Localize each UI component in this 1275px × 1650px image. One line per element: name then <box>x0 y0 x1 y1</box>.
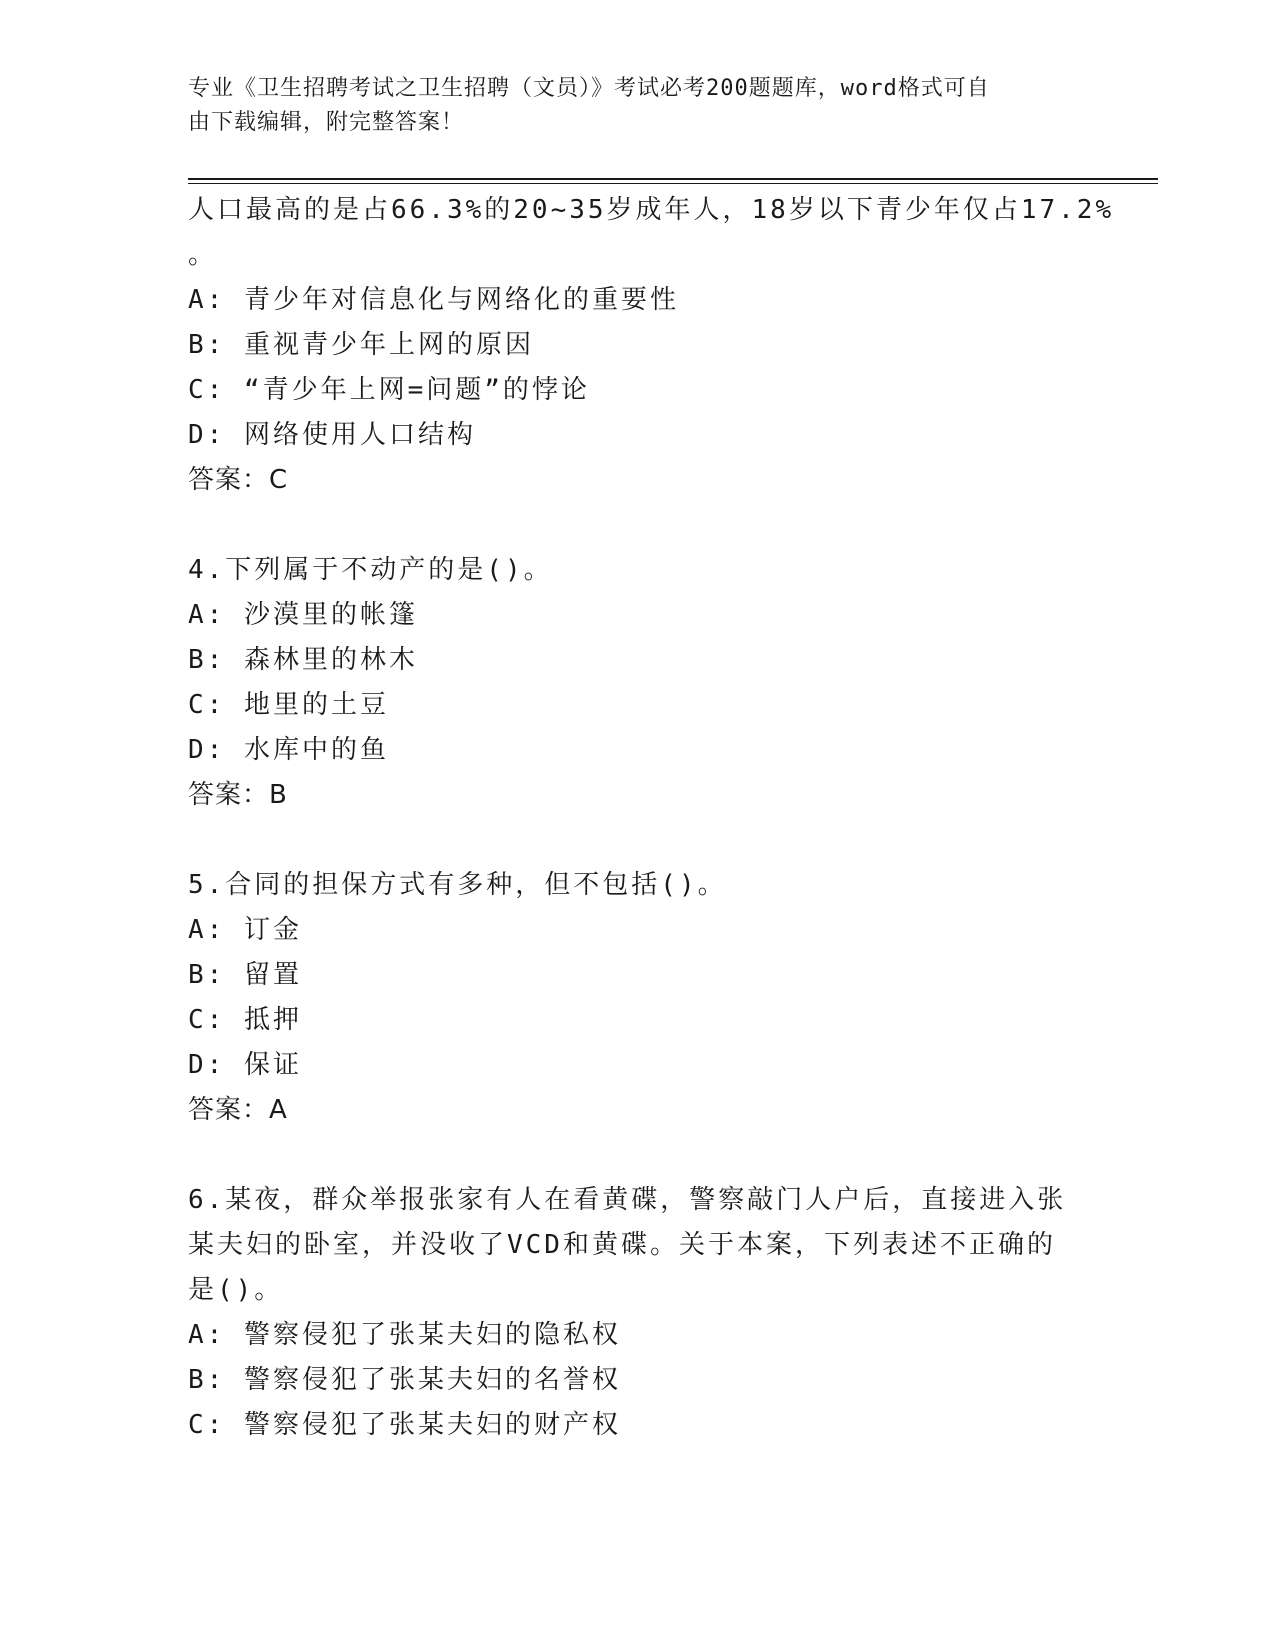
question-5 <box>188 863 1088 1133</box>
question-6-option-b: B: 警察侵犯了张某夫妇的名誉权 <box>188 1365 621 1395</box>
question-5-option-b: B: 留置 <box>188 960 302 990</box>
question-6-stem-line-1: 6.某夜，群众举报张家有人在看黄碟，警察敲门人户后，直接进入张 <box>188 1185 1067 1215</box>
spacer <box>188 1133 1088 1178</box>
question-4-option-d: D: 水库中的鱼 <box>188 735 389 765</box>
header-line-1: 专业《卫生招聘考试之卫生招聘（文员）》考试必考200题题库，word格式可自 <box>188 76 990 101</box>
question-3-stem-line-1: 人口最高的是占66.3%的20~35岁成年人，18岁以下青少年仅占17.2% <box>188 195 1115 225</box>
question-6-stem-line-3: 是()。 <box>188 1275 284 1305</box>
question-3-option-d: D: 网络使用人口结构 <box>188 420 476 450</box>
question-6 <box>188 1178 1088 1448</box>
question-5-option-d: D: 保证 <box>188 1050 302 1080</box>
question-6-option-a: A: 警察侵犯了张某夫妇的隐私权 <box>188 1320 621 1350</box>
question-4-answer: 答案：B <box>188 780 288 810</box>
question-3-option-b: B: 重视青少年上网的原因 <box>188 330 534 360</box>
question-3-answer: 答案：C <box>188 465 289 495</box>
question-4-option-b: B: 森林里的林木 <box>188 645 418 675</box>
question-4-option-c: C: 地里的土豆 <box>188 690 389 720</box>
question-5-option-a: A: 订金 <box>188 915 302 945</box>
question-3 <box>188 188 1115 503</box>
question-5-option-c: C: 抵押 <box>188 1005 302 1035</box>
question-5-answer: 答案：A <box>188 1095 288 1125</box>
question-3-option-c: C: “青少年上网=问题”的悖论 <box>188 375 590 405</box>
question-5-stem: 5.合同的担保方式有多种，但不包括()。 <box>188 870 727 900</box>
header-divider-thin <box>188 183 1158 184</box>
question-4-stem: 4.下列属于不动产的是()。 <box>188 555 553 585</box>
question-4-option-a: A: 沙漠里的帐篷 <box>188 600 418 630</box>
header-line-2: 由下载编辑，附完整答案！ <box>188 110 465 135</box>
question-content <box>188 188 1115 1448</box>
question-3-stem-line-2: 。 <box>188 240 218 270</box>
question-4 <box>188 548 1088 818</box>
header-divider-thick <box>188 178 1158 180</box>
question-6-stem-line-2: 某夫妇的卧室，并没收了VCD和黄碟。关于本案，下列表述不正确的 <box>188 1230 1056 1260</box>
spacer <box>188 818 1088 863</box>
question-3-option-a: A: 青少年对信息化与网络化的重要性 <box>188 285 679 315</box>
question-6-option-c: C: 警察侵犯了张某夫妇的财产权 <box>188 1410 621 1440</box>
spacer <box>188 503 1088 548</box>
document-header <box>188 72 1088 140</box>
